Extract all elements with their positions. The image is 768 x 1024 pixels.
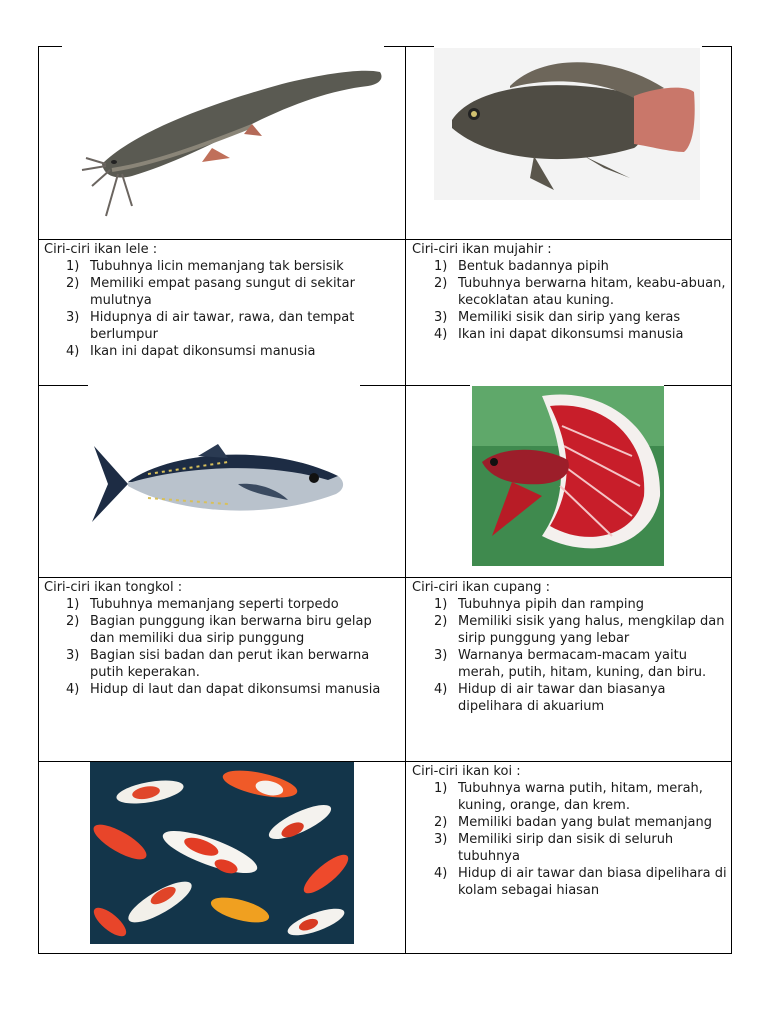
list-item: 2) Memiliki sisik yang halus, mengkilap dan sirip punggung yang lebar bbox=[434, 614, 725, 646]
catfish-image bbox=[62, 46, 384, 236]
koi-traits bbox=[412, 780, 728, 899]
tilapia-heading: Ciri-ciri ikan mujahir : bbox=[412, 242, 552, 257]
betta-description bbox=[412, 579, 728, 715]
list-item: 1) Tubuhnya licin memanjang tak bersisik bbox=[66, 259, 344, 274]
table-border-bottom bbox=[38, 953, 732, 954]
list-item: 4) Ikan ini dapat dikonsumsi manusia bbox=[434, 327, 684, 342]
list-item: 4) Hidup di laut dan dapat dikonsumsi manusia bbox=[66, 682, 381, 697]
list-item: 3) Hidupnya di air tawar, rawa, dan tempat berlumpur bbox=[66, 310, 355, 342]
table-border-right bbox=[731, 46, 732, 954]
table-border-top-mid bbox=[384, 46, 434, 47]
koi-image bbox=[90, 762, 354, 944]
tuna-traits bbox=[44, 596, 400, 698]
table-border-top-left bbox=[38, 46, 62, 47]
tilapia-traits bbox=[412, 258, 726, 343]
koi-description bbox=[412, 763, 728, 899]
fish-table bbox=[38, 46, 732, 954]
list-item: 4) Hidup di air tawar dan biasa dipelihara di kolam sebagai hiasan bbox=[434, 866, 727, 898]
list-item: 3) Memiliki sirip dan sisik di seluruh tubuhnya bbox=[434, 832, 674, 864]
list-item: 3) Bagian sisi badan dan perut ikan berwarna putih keperakan. bbox=[66, 648, 370, 680]
list-item: 1) Tubuhnya pipih dan ramping bbox=[434, 597, 644, 612]
list-item: 2) Bagian punggung ikan berwarna biru gelap dan memiliki dua sirip punggung bbox=[66, 614, 372, 646]
betta-traits bbox=[412, 596, 728, 715]
catfish-description bbox=[44, 241, 398, 360]
list-item: 4) Ikan ini dapat dikonsumsi manusia bbox=[66, 344, 316, 359]
list-item: 1) Bentuk badannya pipih bbox=[434, 259, 609, 274]
betta-heading: Ciri-ciri ikan cupang : bbox=[412, 580, 551, 595]
list-item: 1) Tubuhnya warna putih, hitam, merah, kuning, orange, dan krem. bbox=[434, 781, 703, 813]
tilapia-description bbox=[412, 241, 726, 343]
row-divider-2-mid bbox=[360, 385, 470, 386]
list-item: 1) Tubuhnya memanjang seperti torpedo bbox=[66, 597, 339, 612]
table-border-top-right bbox=[702, 46, 732, 47]
list-item: 4) Hidup di air tawar dan biasanya dipelihara di akuarium bbox=[434, 682, 666, 714]
list-item: 2) Memiliki empat pasang sungut di sekitar mulutnya bbox=[66, 276, 355, 308]
tilapia-image bbox=[434, 48, 700, 200]
list-item: 3) Memiliki sisik dan sirip yang keras bbox=[434, 310, 681, 325]
list-item: 2) Tubuhnya berwarna hitam, keabu-abuan, kecoklatan atau kuning. bbox=[434, 276, 726, 308]
row-divider-2-right bbox=[664, 385, 732, 386]
koi-heading: Ciri-ciri ikan koi : bbox=[412, 764, 521, 779]
table-border-left bbox=[38, 46, 39, 954]
row-divider-2-left bbox=[38, 385, 88, 386]
betta-image bbox=[472, 386, 664, 566]
catfish-heading: Ciri-ciri ikan lele : bbox=[44, 242, 158, 257]
tuna-description bbox=[44, 579, 400, 698]
column-divider bbox=[405, 46, 406, 954]
tuna-image bbox=[88, 386, 360, 572]
row-divider-1 bbox=[38, 239, 732, 240]
list-item: 2) Memiliki badan yang bulat memanjang bbox=[434, 815, 712, 830]
tuna-heading: Ciri-ciri ikan tongkol : bbox=[44, 580, 183, 595]
row-divider-3 bbox=[38, 577, 732, 578]
catfish-traits bbox=[44, 258, 398, 360]
list-item: 3) Warnanya bermacam-macam yaitu merah, putih, hitam, kuning, dan biru. bbox=[434, 648, 707, 680]
